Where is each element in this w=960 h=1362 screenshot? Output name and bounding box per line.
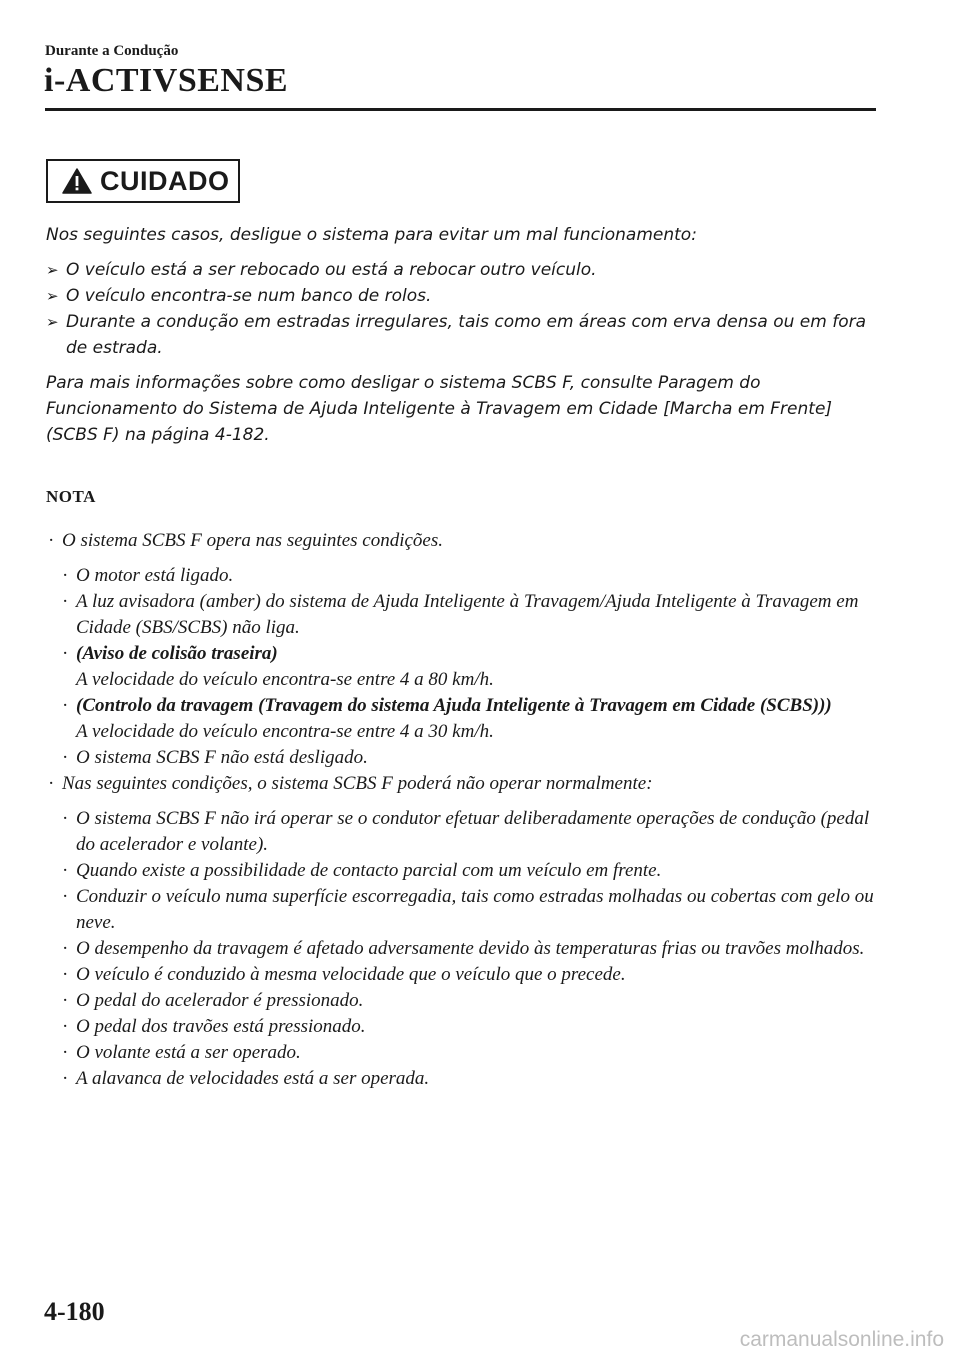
list-item-text: O pedal do acelerador é pressionado. (76, 990, 364, 1011)
note-title: NOTA (46, 487, 96, 506)
list-item (62, 858, 876, 884)
list-item (62, 936, 876, 962)
caution-label: CUIDADO (100, 165, 230, 196)
bullet-dot-icon: · (62, 695, 69, 716)
caution-item-text: Durante a condução em estradas irregulares, tais como em áreas com erva densa ou em fora de estrada. (66, 312, 866, 358)
note-item-operates (46, 528, 876, 771)
list-item-heading: (Aviso de colisão traseira) (76, 643, 278, 664)
bullet-dot-icon: · (62, 964, 69, 985)
caution-item (46, 257, 876, 283)
bullet-dot-icon: · (48, 773, 55, 794)
caution-box (46, 159, 240, 203)
list-item-text: O veículo é conduzido à mesma velocidade que o veículo que o precede. (76, 964, 626, 985)
note-item-text: Nas seguintes condições, o sistema SCBS F poderá não operar normalmente: (62, 773, 653, 794)
list-item (62, 884, 876, 936)
list-item-text: Conduzir o veículo numa superfície escorregadia, tais como estradas molhadas ou cobertas com gelo ou neve. (76, 886, 874, 933)
bullet-dot-icon: · (62, 808, 69, 829)
bullet-dot-icon: · (62, 591, 69, 612)
list-item (62, 1014, 876, 1040)
list-item (62, 641, 876, 693)
bullet-dot-icon: · (62, 1016, 69, 1037)
caution-item-text: O veículo está a ser rebocado ou está a rebocar outro veículo. (66, 260, 597, 280)
chapter-title: i-ACTIVSENSE (44, 62, 289, 99)
list-item-text: A velocidade do veículo encontra-se entre 4 a 80 km/h. (76, 669, 494, 690)
bullet-dot-icon: · (62, 938, 69, 959)
list-item-text: O motor está ligado. (76, 565, 234, 586)
list-item-text: O desempenho da travagem é afetado adversamente devido às temperaturas frias ou travões molhados. (76, 938, 865, 959)
note-list (46, 528, 876, 1092)
list-item (62, 589, 876, 641)
arrow-bullet-icon: ➢ (46, 313, 59, 331)
list-item-text: O sistema SCBS F não está desligado. (76, 747, 368, 768)
caution-intro: Nos seguintes casos, desligue o sistema para evitar um mal funcionamento: (46, 225, 697, 245)
list-item (62, 693, 876, 745)
list-item-text: O pedal dos travões está pressionado. (76, 1016, 366, 1037)
operates-sublist (62, 563, 876, 771)
arrow-bullet-icon: ➢ (46, 287, 59, 305)
list-item (62, 745, 876, 771)
may-not-operate-sublist (62, 806, 876, 1092)
arrow-bullet-icon: ➢ (46, 261, 59, 279)
bullet-dot-icon: · (62, 565, 69, 586)
warning-triangle-icon (62, 168, 92, 194)
bullet-dot-icon: · (62, 643, 69, 664)
bullet-dot-icon: · (62, 1068, 69, 1089)
list-item (62, 962, 876, 988)
note-item-text: O sistema SCBS F opera nas seguintes condições. (62, 530, 444, 551)
bullet-dot-icon: · (62, 747, 69, 768)
bullet-dot-icon: · (62, 1042, 69, 1063)
list-item-text: A velocidade do veículo encontra-se entre 4 a 30 km/h. (76, 721, 494, 742)
list-item (62, 988, 876, 1014)
section-label: Durante a Condução (45, 43, 179, 59)
list-item (62, 563, 876, 589)
caution-item-text: O veículo encontra-se num banco de rolos. (66, 286, 432, 306)
caution-more-info: Para mais informações sobre como desligar o sistema SCBS F, consulte Paragem do Funcionamento do Sistema de Ajuda Inteligente à Travagem em Cidade [Marcha em Frente] (SCBS F) na página 4-182. (46, 373, 833, 445)
list-item (62, 806, 876, 858)
bullet-dot-icon: · (62, 886, 69, 907)
list-item-heading: (Controlo da travagem (Travagem do sistema Ajuda Inteligente à Travagem em Cidade (SCBS))) (76, 695, 832, 716)
list-item-text: A alavanca de velocidades está a ser operada. (76, 1068, 430, 1089)
list-item-text: O volante está a ser operado. (76, 1042, 301, 1063)
list-item (62, 1040, 876, 1066)
header-rule (45, 108, 876, 111)
caution-item (46, 283, 876, 309)
list-item (62, 1066, 876, 1092)
list-item-text: A luz avisadora (amber) do sistema de Ajuda Inteligente à Travagem/Ajuda Inteligente à Travagem em Cidade (SBS/SCBS) não liga. (76, 591, 859, 638)
note-section (46, 484, 876, 1092)
watermark: carmanualsonline.info (739, 1328, 944, 1351)
caution-item (46, 309, 876, 361)
bullet-dot-icon: · (62, 860, 69, 881)
caution-text (46, 222, 876, 448)
page-number: 4-180 (44, 1297, 105, 1326)
note-item-may-not-operate (46, 771, 876, 1092)
caution-list (46, 257, 876, 361)
list-item-text: O sistema SCBS F não irá operar se o condutor efetuar deliberadamente operações de condução (pedal do acelerador e volante). (76, 808, 870, 855)
bullet-dot-icon: · (62, 990, 69, 1011)
list-item-text: Quando existe a possibilidade de contacto parcial com um veículo em frente. (76, 860, 662, 881)
bullet-dot-icon: · (48, 530, 55, 551)
